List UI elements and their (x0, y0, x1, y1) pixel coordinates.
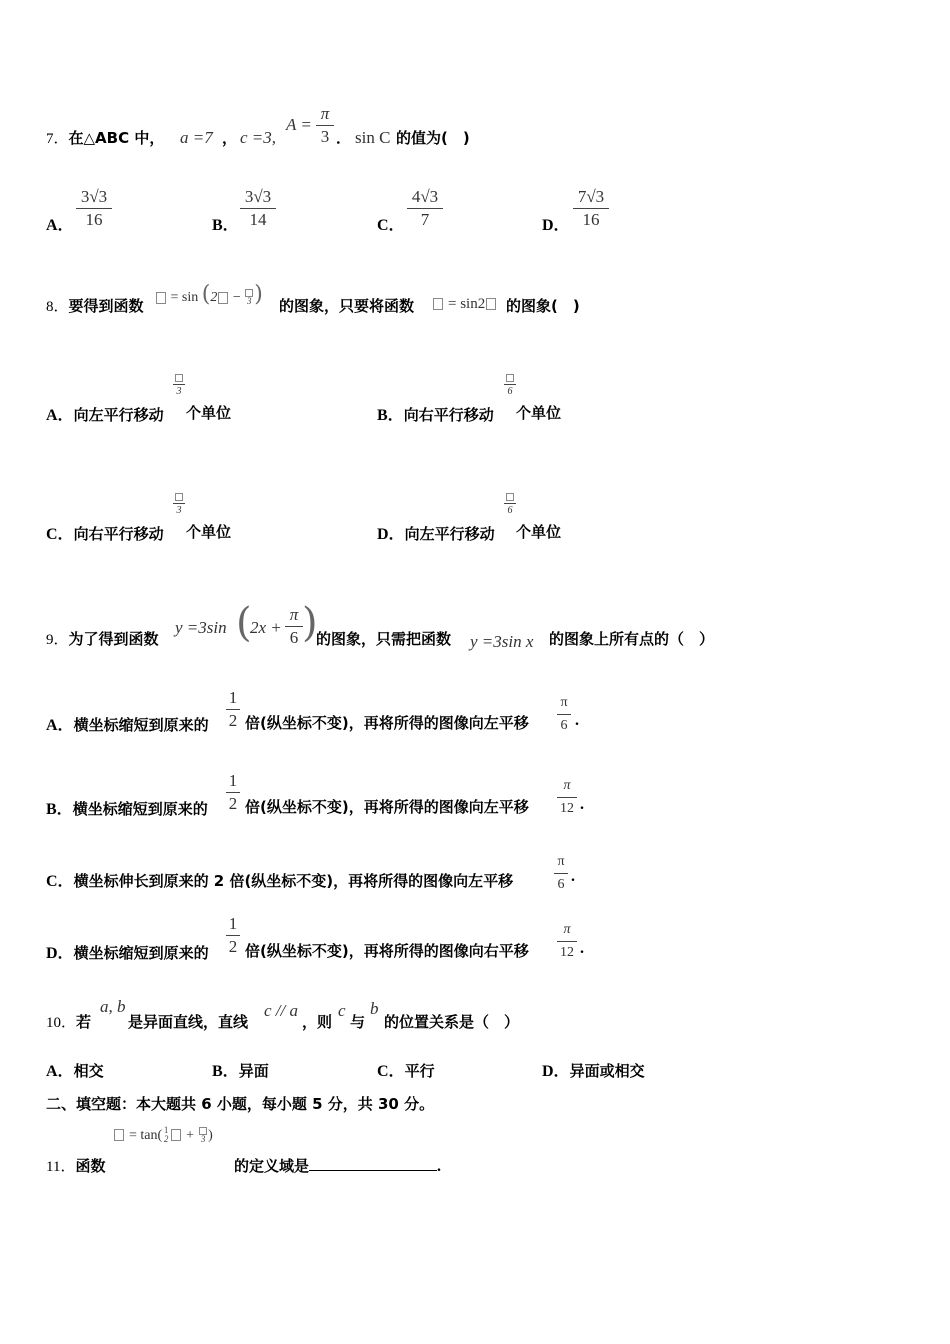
q10-c-parallel-a: c // a (264, 1001, 298, 1020)
q8-stem (46, 295, 144, 316)
q9-option-d-end: . (580, 940, 584, 957)
q8-option-a[interactable]: A．向左平行移动 (46, 406, 164, 424)
q10-text-3: ，则 (302, 1013, 333, 1031)
q7-option-c-fraction[interactable]: 4√3 7 (407, 187, 443, 230)
q9-stem (46, 628, 159, 649)
q9-option-b-end: . (580, 796, 584, 813)
q7-text-2: 的值为( ) (396, 129, 470, 147)
q9-option-c[interactable]: C．横坐标伸长到原来的 2 倍(纵坐标不变)，再将所得的图像向左平移 (46, 872, 514, 890)
placeholder-glyph-icon (175, 374, 183, 382)
q11-tail (234, 1155, 441, 1176)
q9-option-c-end: . (571, 868, 575, 885)
q9-option-b[interactable]: B．横坐标缩短到原来的 (46, 800, 208, 818)
q7-three: 3 (320, 127, 330, 146)
q7-stem (46, 127, 164, 148)
q8-option-d[interactable]: D．向左平行移动 (377, 525, 495, 543)
q9-option-b-half: 1 2 (226, 771, 240, 814)
q9-option-d[interactable]: D．横坐标缩短到原来的 (46, 944, 209, 962)
q9-option-d-shift: π 12 (557, 920, 577, 963)
q11-text-1: 函数 (75, 1157, 106, 1175)
q10-option-b[interactable]: B．异面 (212, 1062, 269, 1080)
q9-option-d-mid: 倍(纵坐标不变)，再将所得的图像向右平移 (245, 942, 529, 960)
q10-text-1: 若 (76, 1013, 92, 1031)
q7-option-a-label[interactable]: A． (46, 217, 74, 234)
q9-text-3: 的图象上所有点的（ ） (549, 630, 715, 648)
q11-stem (46, 1155, 105, 1176)
q9-text-1: 为了得到函数 (68, 630, 159, 648)
q9-option-d-half: 1 2 (226, 914, 240, 957)
placeholder-glyph-icon (171, 1129, 181, 1141)
q7-option-b-label[interactable]: B． (212, 217, 239, 234)
q8-option-b-tail: 个单位 (516, 404, 562, 422)
placeholder-glyph-icon (218, 292, 228, 304)
q7-A-label: A = (286, 115, 312, 134)
q11-formula: = tan( 1 2 + 3 ) (113, 1126, 213, 1144)
q8-number: 8． (46, 299, 69, 315)
q9-text-2: 的图象，只需把函数 (316, 630, 452, 648)
section-2-heading: 二、填空题：本大题共 6 小题，每小题 5 分，共 30 分。 (46, 1095, 435, 1113)
q10-option-c[interactable]: C．平行 (377, 1062, 435, 1080)
q10-b: b (370, 999, 379, 1018)
q7-sinC: sin C (355, 128, 391, 147)
q9-option-a-end: . (575, 712, 579, 729)
q8-option-c-fraction: 3 (173, 491, 185, 516)
q10-option-a[interactable]: A．相交 (46, 1062, 104, 1080)
q10-text-5: 的位置关系是（ ） (384, 1013, 520, 1031)
q7-number: 7． (46, 131, 69, 147)
q11-answer-blank[interactable] (309, 1156, 437, 1171)
q8-text-2: 的图象，只要将函数 (279, 297, 415, 315)
q9-option-b-shift: π 12 (557, 776, 577, 819)
q10-option-d[interactable]: D．异面或相交 (542, 1062, 645, 1080)
q9-formula-1: y =3sin (175, 618, 227, 637)
q8-text-1: 要得到函数 (68, 297, 144, 315)
q7-option-d-fraction[interactable]: 7√3 16 (573, 187, 609, 230)
q8-option-b-fraction: 6 (504, 372, 516, 397)
q11-number: 11． (46, 1159, 76, 1175)
q11-text-2: 的定义域是 (234, 1157, 310, 1175)
q9-formula-2: y =3sin x (470, 632, 534, 651)
placeholder-glyph-icon (114, 1129, 124, 1141)
q8-formula-2: = sin2 (432, 295, 497, 313)
q8-option-d-fraction: 6 (504, 491, 516, 516)
q7-a-value: a =7 (180, 128, 213, 147)
placeholder-glyph-icon (433, 298, 443, 310)
q10-text-2: 是异面直线，直线 (128, 1013, 249, 1031)
q8-option-c[interactable]: C．向右平行移动 (46, 525, 164, 543)
q8-option-c-tail: 个单位 (186, 523, 232, 541)
q9-paren-open: ( (236, 600, 252, 646)
q9-formula-1b: 2x + (250, 618, 282, 637)
q8-text-3: 的图象( ) (506, 297, 580, 315)
placeholder-glyph-icon (506, 493, 514, 501)
q7-option-c-label[interactable]: C． (377, 217, 405, 234)
q7-option-a-fraction[interactable]: 3√3 16 (76, 187, 112, 230)
placeholder-glyph-icon (156, 292, 166, 304)
placeholder-glyph-icon (506, 374, 514, 382)
placeholder-glyph-icon (486, 298, 496, 310)
q8-option-b[interactable]: B．向右平行移动 (377, 406, 494, 424)
q10-stem (46, 1011, 91, 1032)
q9-paren-close: ) (302, 600, 318, 646)
q9-number: 9． (46, 632, 69, 648)
q7-A-fraction (316, 104, 334, 147)
q7-c-value: c =3, (240, 128, 277, 147)
q7-dot: ． (336, 129, 352, 147)
q9-option-a-mid: 倍(纵坐标不变)，再将所得的图像向左平移 (245, 714, 529, 732)
q7-separator: ， (222, 129, 238, 147)
q9-option-c-shift: π 6 (554, 852, 568, 895)
q7-option-b-fraction[interactable]: 3√3 14 (240, 187, 276, 230)
placeholder-glyph-icon (175, 493, 183, 501)
q9-fraction: π 6 (285, 605, 303, 648)
q11-end: . (437, 1158, 442, 1175)
q8-option-d-tail: 个单位 (516, 523, 562, 541)
q9-option-a-half: 1 2 (226, 688, 240, 731)
q8-formula-1: = sin (2 − 3 ) (155, 282, 263, 307)
q9-option-a[interactable]: A．横坐标缩短到原来的 (46, 716, 209, 734)
q8-option-a-tail: 个单位 (186, 404, 232, 422)
q9-option-a-shift: π 6 (557, 693, 571, 736)
q7-option-d-label[interactable]: D． (542, 217, 570, 234)
q9-option-b-mid: 倍(纵坐标不变)，再将所得的图像向左平移 (245, 798, 529, 816)
q10-ab: a, b (100, 997, 126, 1016)
q7-text-1: 在△ABC 中， (68, 129, 165, 147)
q10-text-4: 与 (350, 1013, 366, 1031)
q10-number: 10． (46, 1015, 77, 1031)
q10-c: c (338, 1001, 346, 1020)
q7-pi: π (320, 104, 330, 123)
q8-option-a-fraction: 3 (173, 372, 185, 397)
